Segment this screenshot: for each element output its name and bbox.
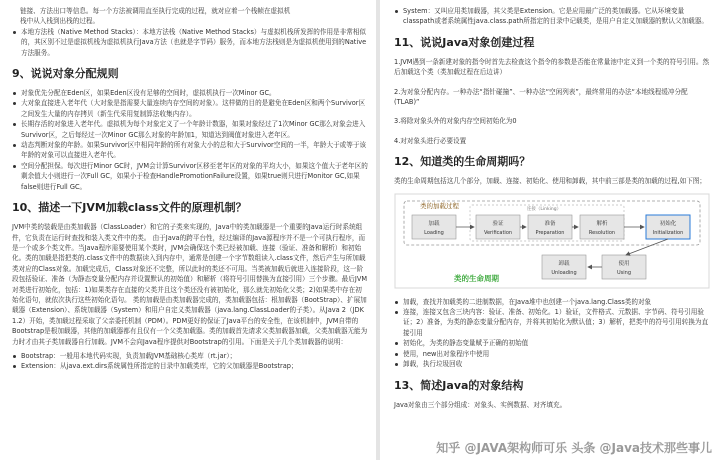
list-item: 空间分配担保。每次进行Minor GC时，JVM会计算Survivor区移至老年区的对象的平均大小，如果这个值大于老年区的剩余值大小则进行一次Full GC，如果小于检查HandlePromotionFailure设置，如果true则只进行Monitor GC,如果false则进行Full GC。 [12, 161, 368, 192]
list-item: 对象优先分配在Eden区，如果Eden区没有足够的空间时，虚拟机执行一次Minor GC。 [12, 88, 368, 98]
stage-verification-cn-label: 验证 [492, 220, 504, 227]
paragraph: 类的生命周期包括这几个部分，加载、连接、初始化、使用和卸载，其中前三部是类的加载的过程,如下图； [394, 177, 707, 186]
text-line: 栈中从入栈到出栈的过程。 [20, 17, 100, 26]
list-item: 初始化，为类的静态变量赋予正确的初始值 [394, 338, 710, 348]
paragraph: Java对象由三个部分组成：对象头、实例数据、对齐填充。 [394, 400, 567, 409]
section-title-12: 12、知道类的生命周期吗？ [394, 155, 531, 169]
step-text: 3.将除对象头外的对象内存空间初始化为0 [394, 117, 517, 126]
list-item: Bootstrap：一般用本地代码实现，负责加载JVM基础核心类库（rt.jar）； [12, 351, 368, 361]
list-item: 连接，连接又包含三块内容：验证、准备、初始化。1）验证，文件格式、元数据、字节码、符号引用验证；2）准备，为类的静态变量分配内存，并将其初始化为默认值；3）解析，把类中的符号引用转换为直接引用 [394, 307, 710, 338]
list-item: 卸载，执行垃圾回收 [394, 359, 710, 369]
stage-initialization-cn-label: 初始化 [659, 220, 677, 227]
section-title-10: 10、描述一下JVM加载class文件的原理机制？ [12, 201, 247, 215]
stage-preparation [528, 215, 572, 239]
bullet-list [12, 27, 368, 58]
stage-verification-en-label: Verification [483, 229, 513, 236]
list-item: System：又叫应用类加载器，其父类是Extension。它是应用最广泛的类加载器。它从环境变量classpath或者系统属性java.class.path所指定的目录中记载类，是用户自定义加载器的默认父加载器。 [394, 6, 710, 27]
lifecycle-title: 类的生命周期 [454, 273, 499, 283]
list-item: 动态判断对象的年龄。如果Survivor区中相同年龄的所有对象大小的总和大于Survivor空间的一半，年龄大于或等于该年龄的对象可以直接进入老年代。 [12, 140, 368, 161]
stage-loading [412, 215, 456, 239]
step-text: 1.JVM遇到一条新建对象的指令时首先去检查这个指令的参数是否能在常量池中定义到一个类的符号引用。然后加载这个类（类加载过程在后边讲） [394, 57, 710, 77]
stage-verification [476, 215, 520, 239]
section-title-9: 9、说说对象分配规则 [12, 67, 119, 81]
stage-loading-cn-label: 加载 [428, 220, 440, 227]
watermark-text: 知乎 @JAVA架构师可乐 头条 @Java技术那些事儿 [436, 441, 712, 455]
section-title-13: 13、简述Java的对象结构 [394, 378, 524, 392]
loading-process-title: 类的加载过程 [420, 201, 459, 210]
linking-label: 连接（Linking） [526, 206, 562, 212]
stage-resolution-cn-label: 解析 [596, 220, 608, 227]
stage-using-en-label: Using [617, 269, 631, 276]
stage-initialization-en-label: Initialization [652, 229, 684, 236]
stage-loading-en-label: Loading [424, 229, 444, 236]
list-item: 大对象直接进入老年代（大对象是指需要大量连续内存空间的对象）。这样做的目的是避免在Eden区和两个Survivor区之间发生大量的内存拷贝（新生代采用复制算法收集内存）。 [12, 98, 368, 119]
stage-preparation-cn-label: 准备 [544, 220, 556, 227]
right-page [380, 0, 720, 460]
list-item: 长期存活的对象进入老年代。虚拟机为每个对象定义了一个年龄计数器，如果对象经过了1次Minor GC那么对象会进入Survivor区，之后每经过一次Minor GC那么对象的年龄加1，知道达到阀值对象进入老年区。 [12, 119, 368, 140]
bullet-list [394, 297, 710, 370]
stage-initialization [646, 215, 690, 239]
stage-preparation-en-label: Preparation [535, 229, 565, 236]
stage-unloading-en-label: Unloading [551, 269, 577, 276]
stage-using-cn-label: 使用 [618, 260, 630, 267]
section-title-11: 11、说说Java对象创建过程 [394, 35, 535, 49]
lifecycle-diagram-svg [394, 193, 710, 289]
list-item: 加载，查找并加载类的二进制数据，在Java堆中也创建一个java.lang.Class类的对象 [394, 297, 710, 307]
list-item: 本地方法栈（Native Method Stacks）：本地方法栈（Native Method Stacks）与虚拟机栈所发挥的作用是非常相似的，其区别不过是虚拟机栈为虚拟机执行Java方法（也就是字节码）服务，而本地方法栈则是为虚拟机使用到的Native方法服务。 [12, 27, 368, 58]
stage-unloading [542, 255, 586, 279]
stage-resolution-en-label: Resolution [588, 229, 616, 236]
stage-unloading-cn-label: 卸载 [558, 260, 570, 267]
bullet-list [394, 6, 710, 27]
stage-using [602, 255, 646, 279]
bullet-list [12, 88, 368, 192]
bullet-list [12, 351, 368, 372]
stage-resolution [580, 215, 624, 239]
list-item: Extension：从java.ext.dirs系统属性所指定的目录中加载类库，它的父加载器是Bootstrap； [12, 361, 368, 371]
paragraph: JVM中类的装载是由类加载器（ClassLoader）和它的子类来实现的，Java中的类加载器是一个重要的Java运行时系统组件，它负责在运行时查找和装入类文件中的类。 由于Java的跨平台性，经过编译的Java源程序并不是一个可执行程序，而是一个或多个类文件。当Java程序需要使用某个类时，JVM会确保这个类已经被加载、连接（验证、准备和解析）和初始化。类的加载是指把类的.class文件中的数据读入到内存中，通常是创建一个字节数组读入.class文件，然后产生与所加载类对应的Class对象。加载完成后，Class对象还不完整，所以此时的类还不可用。当类被加载后就进入连接阶段，这一阶段包括验证、准备（为静态变量分配内存并设置默认的初始值）和解析（将符号引用替换为直接引用）三个步骤。最后JVM对类进行初始化，包括：1)如果类存在直接的父类并且这个类还没有被初始化，那么就先初始化父类；2)如果类中存在初始化语句，就依次执行这些初始化语句。 类的加载是由类加载器完成的，类加载器包括：根加载器（BootStrap）、扩展加载器（Extension）、系统加载器（System）和用户自定义类加载器（java.lang.ClassLoader的子类）。从Java 2（JDK 1.2）开始，类加载过程采取了父亲委托机制（PDM）。PDM更好的保证了Java平台的安全性，在该机制中，JVM自带的Bootstrap是根加载器，其他的加载器都有且仅有一个父类加载器。类的加载首先请求父类加载器加载，父类加载器无能为力时才由其子类加载器自行加载。JVM不会向Java程序提供对Bootstrap的引用。下面是关于几个类加载器的说明： [12, 223, 368, 346]
lifecycle-diagram [394, 193, 710, 293]
list-item: 使用，new出对象程序中使用 [394, 349, 710, 359]
step-text: 4.对对象头进行必要设置 [394, 136, 467, 145]
step-text: 2.为对象分配内存。一种办法“指针碰撞”、一种办法“空闲列表”，最终常用的办法“本地线程缓冲分配(TLAB)” [394, 87, 688, 107]
text-line: 链接、方法出口等信息。每一个方法被调用直至执行完成的过程，就对应着一个栈帧在虚拟机 [20, 7, 291, 15]
